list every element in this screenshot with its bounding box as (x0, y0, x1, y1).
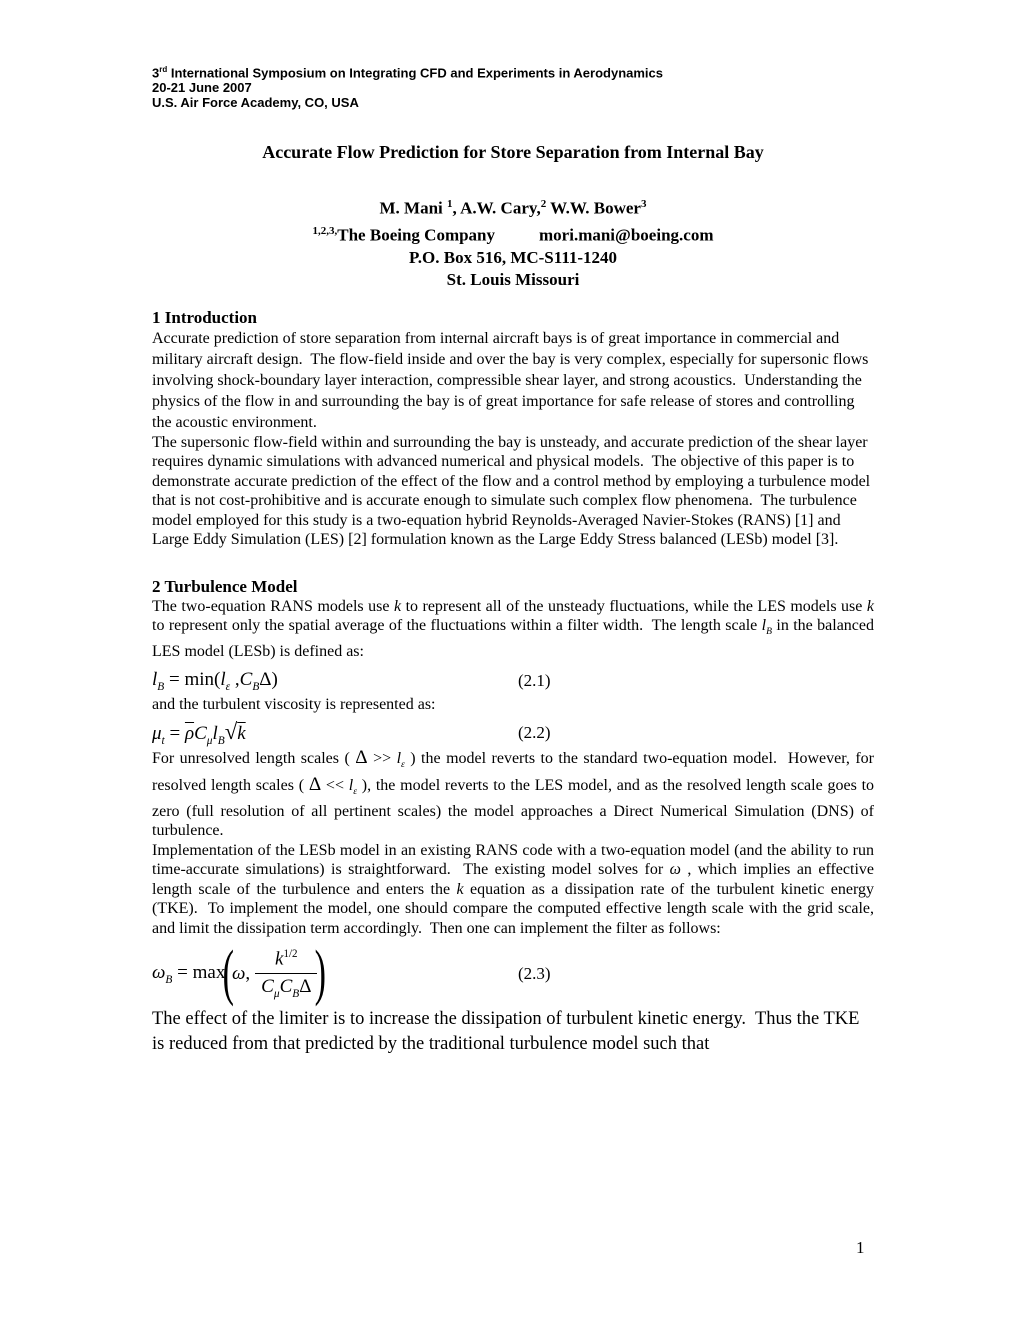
text-segment: ε (353, 786, 357, 798)
equation-2-1 (152, 669, 874, 693)
turbulence-paragraph-1 (152, 597, 879, 662)
text-segment: μ (152, 722, 162, 744)
text-segment: = max (172, 961, 226, 983)
text-segment: to represent only the spatial average of the fluctuations within a filter width. The length scale (152, 597, 878, 635)
text-segment: >> (367, 750, 397, 768)
text-segment: << (321, 777, 349, 795)
equation-2-3-number: (2.3) (518, 963, 551, 983)
text-segment: 2 (540, 198, 547, 211)
text-segment: = (164, 722, 185, 744)
text-segment: equation as a dissipation rate of the turbulent kinetic energy (TKE). To implement the model, one should compare the computed effective length scale with the grid scale, and limit the dissipation term accordingly. Then one can implement the filter as follows: (152, 880, 878, 937)
text-segment: , (230, 669, 240, 691)
text-segment: ε (401, 759, 405, 771)
fraction-numerator (265, 948, 308, 973)
conference-name-rest: International Symposium on Integrating CFD and Experiments in Aerodynamics (167, 65, 663, 81)
text-segment: C (279, 976, 293, 997)
author-address: P.O. Box 516, MC-S111-1240 (408, 247, 618, 267)
text-segment: l (220, 669, 226, 691)
text-segment: 1/2 (283, 947, 298, 960)
text-segment: M. Mani (379, 198, 448, 218)
text-segment: C (261, 976, 274, 997)
affiliation-line (152, 220, 874, 247)
text-segment: For unresolved length scales ( (152, 750, 356, 768)
text-segment: ε (225, 681, 231, 694)
text-segment: , which implies an effective length scale of the turbulence and enters the (152, 861, 879, 898)
text-segment: W.W. Bower (546, 198, 641, 218)
conference-name (152, 62, 874, 80)
text-segment: k (275, 948, 284, 969)
text-segment: μ (273, 987, 280, 1000)
text-segment: B (217, 734, 225, 747)
close-paren: ) (315, 939, 327, 1008)
text-segment: B (252, 681, 260, 694)
text-segment: 1 (447, 198, 453, 211)
conference-date: 20-21 June 2007 (152, 80, 252, 96)
equation-2-3 (152, 939, 874, 1008)
text-segment: l (212, 722, 218, 744)
text-segment: The two-equation RANS models use (152, 597, 394, 615)
text-segment: B (766, 626, 772, 638)
paper-title: Accurate Flow Prediction for Store Separation from Internal Bay (262, 142, 764, 163)
text-segment: 3 (640, 198, 647, 211)
text-segment: l (152, 669, 158, 691)
text-segment: Δ (308, 774, 322, 796)
text-segment: Δ (259, 669, 272, 691)
turbulence-paragraph-2 (152, 747, 879, 840)
section-heading-turbulence-model: 2 Turbulence Model (152, 576, 298, 596)
text-segment: ), the model reverts to the LES model, and as the resolved length scale goes to zero (full resolution of all pertinent scales) the model approaches a Direct Numerical Simulation (DNS) of turbulence. (152, 777, 879, 840)
text-segment: ) (271, 669, 278, 691)
text-segment: Δ (355, 747, 368, 769)
author-block (152, 193, 874, 290)
intro-paragraph-2: The supersonic flow-field within and surrounding the bay is unsteady, and accurate prediction of the shear layer requires dynamic simulations with advanced numerical and physical models. The objective of this paper is to demonstrate accurate prediction of the effect of the flow and a control method by employing a turbulence model that is not cost-prohibitive and is accurate enough to simulate such complex flow phenomena. The turbulence model employed for this study is a two-equation hybrid Reynolds-Averaged Navier-Stokes (RANS) [1] and Large Eddy Simulation (LES) [2] formulation known as the Large Eddy Stress balanced (LESb) model [3]. (152, 433, 875, 549)
equation-2-2-expression (152, 719, 518, 747)
text-segment: k (866, 597, 874, 615)
text-segment: ω (231, 962, 246, 984)
text-segment: k (393, 597, 402, 615)
equation-2-1-number: (2.1) (518, 671, 551, 691)
author-email: mori.mani@boeing.com (539, 225, 714, 245)
text-segment: ) the model reverts to the standard two-equation model. However, for resolved length scales ( (152, 750, 879, 795)
affiliation: The Boeing Company (337, 225, 496, 245)
text-segment: t (161, 734, 165, 747)
text-segment: $\overline{\rho}$ (184, 722, 195, 744)
text-segment: l (396, 750, 402, 768)
text-segment: , (245, 962, 251, 984)
text-segment: B (165, 973, 173, 986)
conference-header (152, 62, 874, 110)
conference-name-ordinal: rd (159, 65, 168, 74)
text-segment: μ (206, 734, 213, 747)
text-segment: l (761, 617, 767, 635)
text-segment: l (348, 777, 354, 795)
affiliation-superscript: 1,2,3, (312, 224, 338, 237)
open-paren: ( (222, 939, 235, 1008)
text-segment: ω (152, 961, 166, 983)
text-segment: , A.W. Cary, (452, 198, 541, 218)
equation-2-3-expression (152, 939, 518, 1008)
turbulence-paragraph-3 (152, 841, 879, 939)
author-names (152, 193, 874, 220)
text-segment: C (239, 669, 253, 691)
text-segment: in the balanced LES model (LESb) is defined as: (152, 617, 879, 660)
text-segment: ω (669, 861, 681, 879)
fraction (255, 948, 317, 1000)
equation-2-2-number: (2.2) (518, 722, 551, 742)
text-segment: = min( (164, 669, 221, 691)
author-city: St. Louis Missouri (446, 269, 580, 289)
text-segment: B (157, 681, 165, 694)
text-segment: Implementation of the LESb model in an existing RANS code with a two-equation model (and the ability to run time-accurate simulations) is straightforward. The existing model solves for (152, 841, 878, 879)
text-segment: k (456, 880, 464, 898)
text-segment: C (194, 722, 207, 744)
text-segment: √ (224, 718, 238, 744)
equation-2-3-lhs (152, 962, 225, 986)
text-segment: k (237, 722, 246, 744)
viscosity-intro-line: and the turbulent viscosity is represented as: (152, 696, 436, 714)
conference-location: U.S. Air Force Academy, CO, USA (152, 95, 359, 111)
text-segment: to represent all of the unsteady fluctuations, while the LES models use (401, 597, 867, 615)
equation-2-2 (152, 719, 874, 747)
equation-2-1-expression (152, 669, 518, 693)
page-number: 1 (856, 1238, 865, 1257)
intro-paragraph-1: Accurate prediction of store separation from internal aircraft bays is of great importance in commercial and military aircraft design. The flow-field inside and over the bay is very complex, especially for supersonic flows involving shock-boundary layer interaction, compressible shear layer, and strong acoustics. Understanding the physics of the flow in and surrounding the bay is of great importance for safe release of stores and controlling the acoustic environment. (152, 329, 873, 431)
text-segment: B (292, 987, 300, 1000)
fraction-denominator (255, 973, 317, 1000)
section-heading-introduction: 1 Introduction (152, 307, 258, 327)
conference-name-prefix: 3 (152, 65, 160, 81)
text-segment: Δ (299, 976, 312, 997)
equation-2-3-omega-argument (232, 963, 250, 985)
closing-paragraph: The effect of the limiter is to increase the dissipation of turbulent kinetic energy. Thus the TKE is reduced from that predicted by the traditional turbulence model such that (152, 1009, 865, 1055)
